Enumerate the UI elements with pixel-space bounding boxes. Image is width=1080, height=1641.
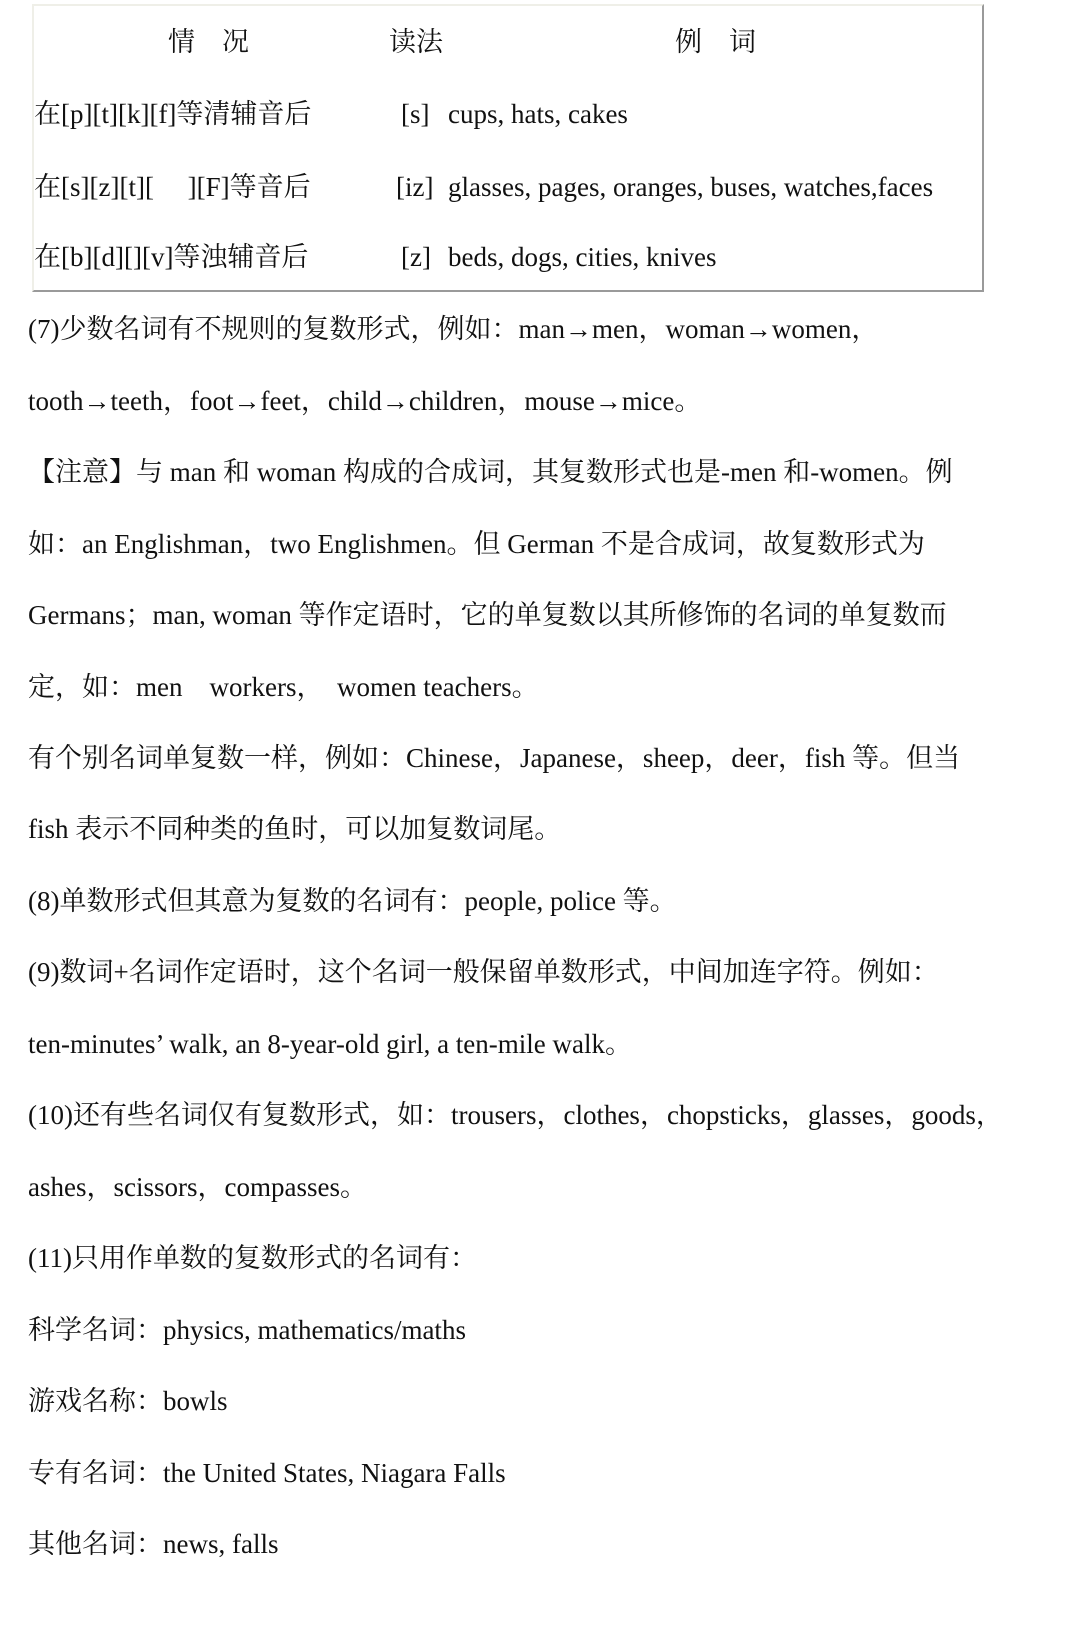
- paragraph-11-heading: (11)只用作单数的复数形式的名词有：: [28, 1243, 477, 1273]
- note-line-2: 如：an Englishman，two Englishmen。但 German 不是合成词，故复数形式为: [28, 529, 925, 559]
- row-examples: beds, dogs, cities, knives: [448, 242, 717, 272]
- note-line-4: 定，如：men workers， women teachers。: [28, 672, 539, 702]
- paragraph-9-line-1: (9)数词+名词作定语时，这个名词一般保留单数形式，中间加连字符。例如：: [28, 957, 939, 987]
- same-form-line-1: 有个别名词单复数一样，例如：Chinese，Japanese，sheep，deer，fish 等。但当: [28, 743, 961, 773]
- science-nouns: 科学名词：physics, mathematics/maths: [28, 1315, 466, 1345]
- game-names: 游戏名称：bowls: [28, 1386, 228, 1416]
- row-situation: 在[b][d][][v]等浊辅音后: [34, 242, 309, 272]
- other-nouns: 其他名词：news, falls: [28, 1529, 279, 1559]
- note-line-3: Germans；man, woman 等作定语时，它的单复数以其所修饰的名词的单复数而: [28, 600, 947, 630]
- row-pronunciation: [iz]: [396, 172, 434, 202]
- row-pronunciation: [s]: [401, 99, 430, 129]
- proper-nouns: 专有名词：the United States, Niagara Falls: [28, 1458, 506, 1488]
- header-pronunciation: 读法: [389, 27, 443, 57]
- paragraph-9-line-2: ten-minutes’ walk, an 8-year-old girl, a ten-mile walk。: [28, 1029, 633, 1059]
- paragraph-7-line-1: (7)少数名词有不规则的复数形式，例如：man→men，woman→women，: [28, 314, 879, 344]
- paragraph-10-line-2: ashes，scissors，compasses。: [28, 1172, 367, 1202]
- pronunciation-table: [32, 4, 984, 292]
- row-examples: cups, hats, cakes: [448, 99, 628, 129]
- header-situation: 情 况: [168, 27, 249, 57]
- row-situation: 在[p][t][k][f]等清辅音后: [34, 99, 312, 129]
- paragraph-10-line-1: (10)还有些名词仅有复数形式，如：trousers，clothes，chopsticks，glasses，goods，: [28, 1100, 1003, 1130]
- paragraph-8: (8)单数形式但其意为复数的名词有：people, police 等。: [28, 886, 677, 916]
- same-form-line-2: fish 表示不同种类的鱼时，可以加复数词尾。: [28, 814, 562, 844]
- paragraph-7-line-2: tooth→teeth，foot→feet，child→children，mouse→mice。: [28, 386, 702, 416]
- header-examples: 例 词: [675, 27, 756, 57]
- note-line-1: 【注意】与 man 和 woman 构成的合成词，其复数形式也是-men 和-women。例: [28, 457, 953, 487]
- row-pronunciation: [z]: [401, 242, 431, 272]
- row-examples: glasses, pages, oranges, buses, watches,faces: [448, 172, 934, 202]
- row-situation: 在[s][z][t][ ][F]等音后: [34, 172, 311, 202]
